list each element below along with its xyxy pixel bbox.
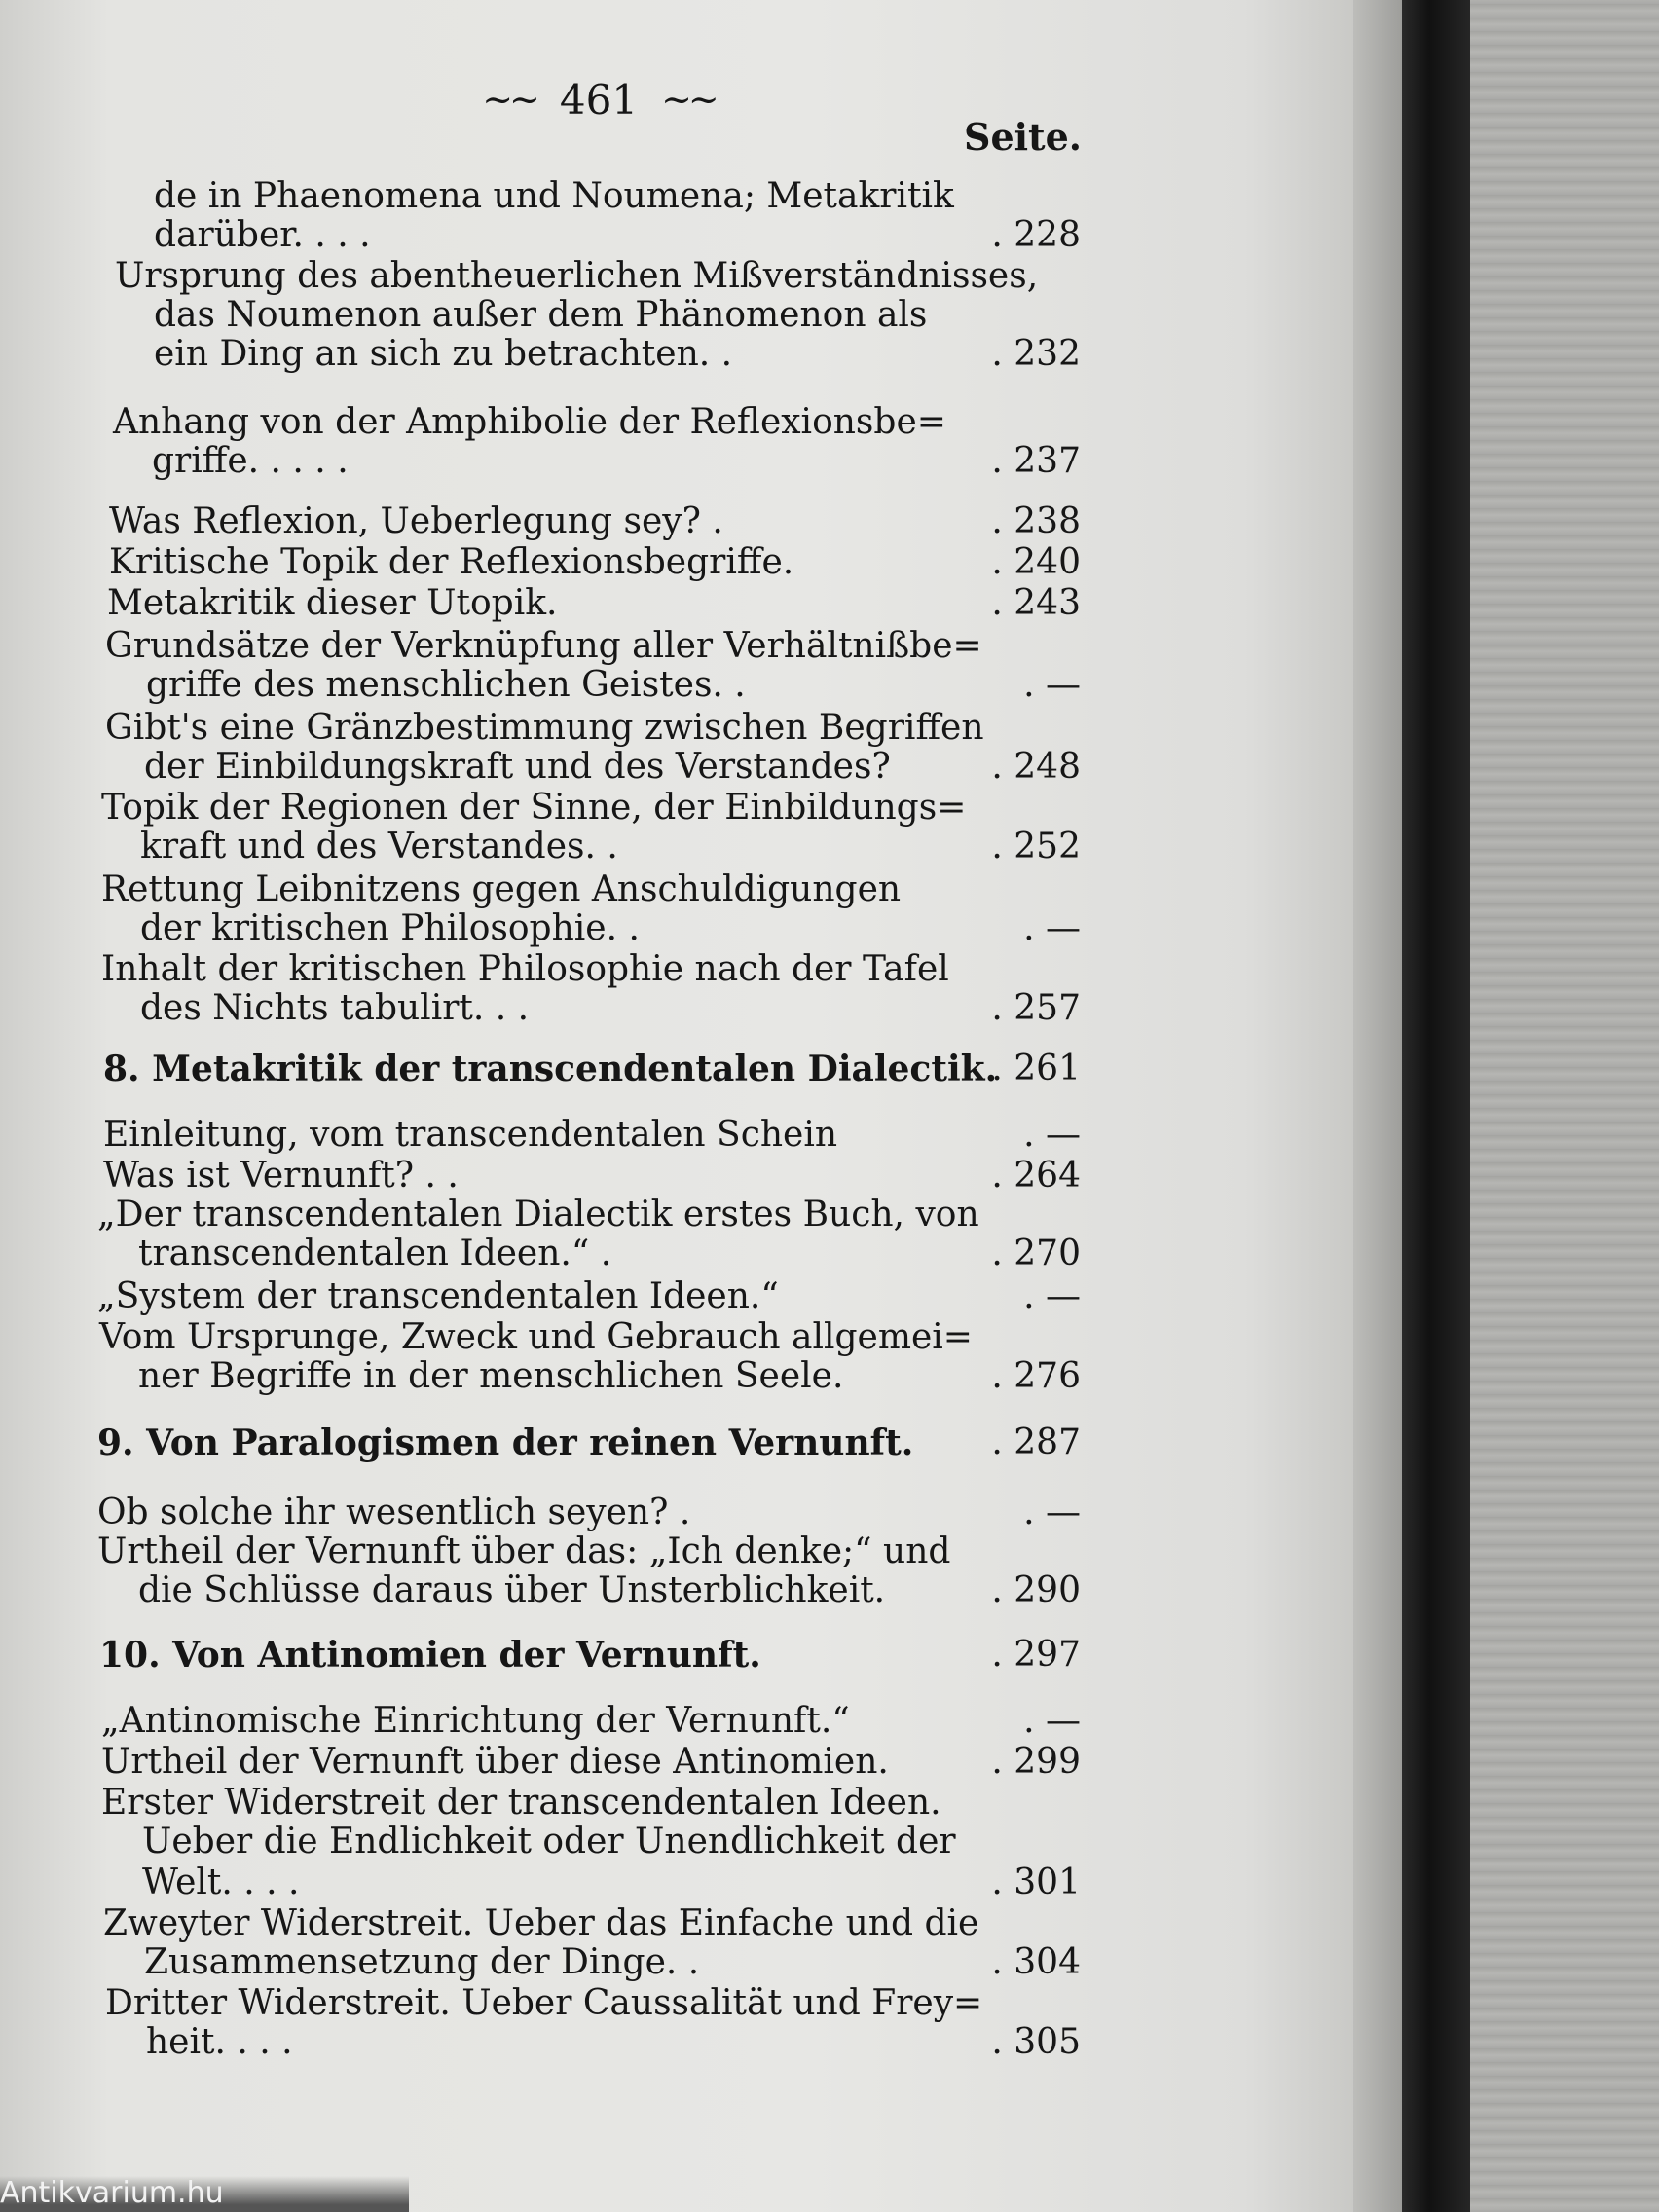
toc-line: griffe. . . . . [152, 441, 349, 481]
toc-page-number: . — [1023, 1701, 1081, 1741]
toc-line: Kritische Topik der Reflexionsbegriffe. [109, 542, 794, 582]
header-ornament-left: ~~ [482, 78, 536, 121]
toc-line: Ob solche ihr wesentlich seyen? . [97, 1493, 691, 1532]
page-number: 461 [559, 75, 639, 124]
toc-line: griffe des menschlichen Geistes. . [146, 665, 746, 705]
watermark: Antikvarium.hu [0, 2176, 409, 2212]
toc-line: Urtheil der Vernunft über das: „Ich denke;“ und [97, 1531, 951, 1571]
toc-line: Grundsätze der Verknüpfung aller Verhältnißbe= [105, 626, 982, 666]
toc-line: Rettung Leibnitzens gegen Anschuldigungen [101, 869, 902, 909]
toc-section-heading: 8. Metakritik der transcendentalen Dialectik. [103, 1049, 998, 1089]
toc-page-number: . 243 [991, 583, 1081, 623]
toc-section-heading: 9. Von Paralogismen der reinen Vernunft. [97, 1422, 914, 1463]
toc-line: des Nichts tabulirt. . . [140, 988, 530, 1028]
toc-page-number: . 290 [991, 1570, 1081, 1610]
toc-line: heit. . . . [146, 2022, 293, 2062]
toc-line: de in Phaenomena und Noumena; Metakritik [154, 176, 954, 216]
toc-page-number: . 252 [991, 827, 1081, 866]
toc-page-number: . — [1023, 665, 1081, 705]
wooden-background [1470, 0, 1659, 2212]
toc-page-number: . 232 [991, 334, 1081, 374]
toc-page-number: . 237 [991, 441, 1081, 481]
toc-line: das Noumenon außer dem Phänomenon als [154, 295, 928, 335]
toc-line: Was ist Vernunft? . . [103, 1156, 459, 1196]
toc-page-number: . 238 [991, 501, 1081, 541]
toc-page-number: . 305 [991, 2022, 1081, 2062]
toc-page-number: . — [1023, 908, 1081, 948]
column-label: Seite. [964, 115, 1083, 159]
toc-page-number: . 276 [991, 1356, 1081, 1396]
toc-line: „System der transcendentalen Ideen.“ [97, 1276, 779, 1316]
toc-page-number: . 301 [991, 1862, 1081, 1902]
toc-line: darüber. . . . [154, 215, 371, 255]
toc-page-number: . 257 [991, 988, 1081, 1028]
toc-line: Was Reflexion, Ueberlegung sey? . [109, 501, 723, 541]
page-gutter [1353, 0, 1402, 2212]
toc-line: Anhang von der Amphibolie der Reflexionsbe= [113, 402, 946, 442]
toc-section-heading: 10. Von Antinomien der Vernunft. [99, 1635, 761, 1676]
toc-line: „Der transcendentalen Dialectik erstes Buch, von [97, 1195, 979, 1235]
toc-line: ein Ding an sich zu betrachten. . [154, 334, 733, 374]
toc-line: Gibt's eine Gränzbestimmung zwischen Begriffen [105, 708, 984, 748]
toc-page-number: . 264 [991, 1156, 1081, 1196]
header-ornament-right: ~~ [661, 78, 716, 121]
toc-line: Inhalt der kritischen Philosophie nach der Tafel [101, 949, 949, 989]
toc-line: Ursprung des abentheuerlichen Mißverständnisses, [115, 256, 1039, 296]
toc-line: Einleitung, vom transcendentalen Schein [103, 1115, 838, 1155]
toc-page-number: . 240 [991, 542, 1081, 582]
toc-page-number: . 287 [991, 1422, 1081, 1462]
toc-line: der Einbildungskraft und des Verstandes? [144, 747, 891, 787]
toc-line: Vom Ursprunge, Zweck und Gebrauch allgemei= [99, 1317, 973, 1357]
toc-page-number: . 228 [991, 215, 1081, 255]
toc-line: Metakritik dieser Utopik. [107, 583, 558, 623]
toc-line: Zusammensetzung der Dinge. . [144, 1942, 700, 1982]
toc-page-number: . — [1023, 1276, 1081, 1316]
toc-page-number: . — [1023, 1493, 1081, 1532]
toc-page-number: . — [1023, 1115, 1081, 1155]
toc-page-number: . 261 [991, 1049, 1081, 1088]
toc-line: Ueber die Endlichkeit oder Unendlichkeit der [142, 1822, 956, 1862]
toc-page-number: . 248 [991, 747, 1081, 787]
toc-page-number: . 270 [991, 1234, 1081, 1273]
book-spine [1402, 0, 1470, 2212]
toc-line: transcendentalen Ideen.“ . [138, 1234, 612, 1273]
toc-line: der kritischen Philosophie. . [140, 908, 640, 948]
toc-page-number: . 299 [991, 1742, 1081, 1782]
toc-line: Urtheil der Vernunft über diese Antinomien. [101, 1742, 889, 1782]
toc-line: Topik der Regionen der Sinne, der Einbildungs= [101, 788, 967, 828]
toc-line: Dritter Widerstreit. Ueber Caussalität und Frey= [105, 1983, 983, 2023]
toc-line: Erster Widerstreit der transcendentalen Ideen. [101, 1783, 941, 1823]
toc-line: Welt. . . . [142, 1862, 300, 1902]
toc-page-number: . 304 [991, 1942, 1081, 1982]
toc-line: Zweyter Widerstreit. Ueber das Einfache und die [103, 1903, 979, 1943]
toc-line: kraft und des Verstandes. . [140, 827, 618, 866]
toc-line: die Schlüsse daraus über Unsterblichkeit. [138, 1570, 886, 1610]
toc-line: „Antinomische Einrichtung der Vernunft.“ [101, 1701, 850, 1741]
toc-line: ner Begriffe in der menschlichen Seele. [138, 1356, 844, 1396]
toc-page-number: . 297 [991, 1635, 1081, 1675]
